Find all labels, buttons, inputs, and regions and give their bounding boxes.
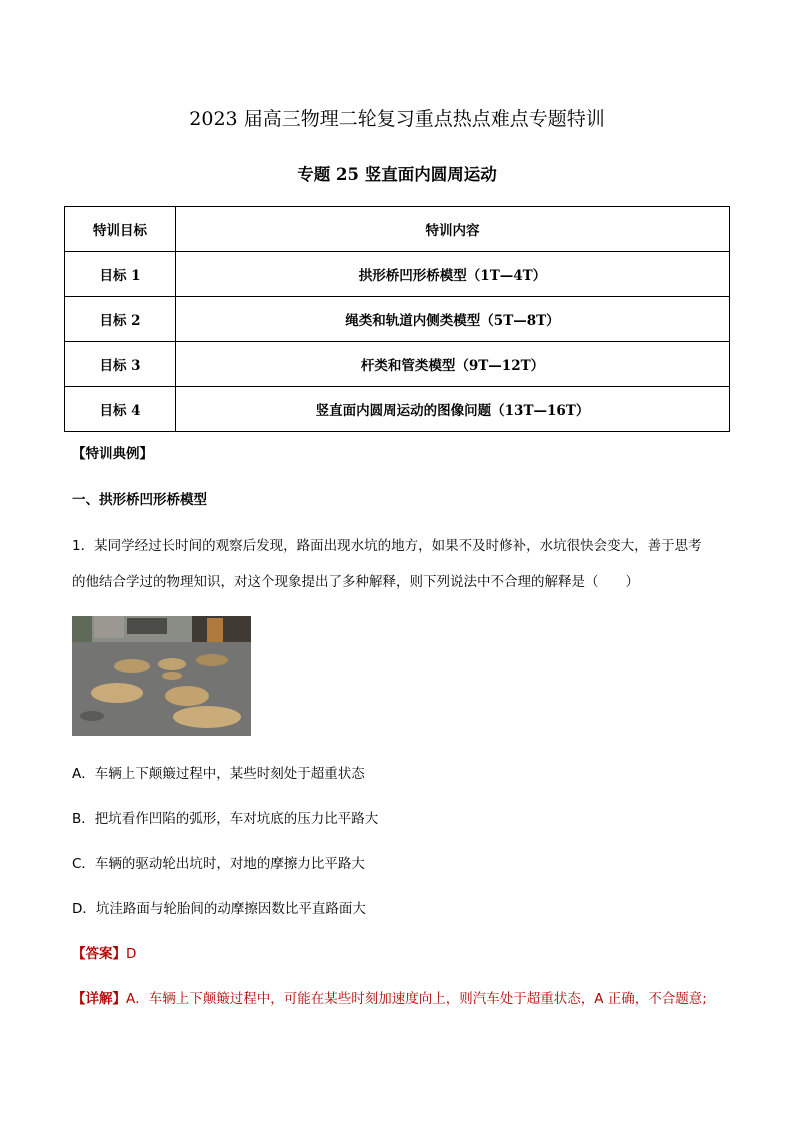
option-a: A．车辆上下颠簸过程中，某些时刻处于超重状态 [72, 766, 365, 782]
option-b: B．把坑看作凹陷的弧形，车对坑底的压力比平路大 [72, 811, 379, 827]
table-cell-content: 绳类和轨道内侧类模型（5T—8T） [176, 297, 730, 342]
training-targets-table [64, 206, 730, 432]
table-cell-content: 杆类和管类模型（9T—12T） [176, 342, 730, 387]
pothole-road-photo [72, 616, 251, 736]
option-d: D．坑洼路面与轮胎间的动摩擦因数比平直路面大 [72, 901, 366, 917]
question-text-line-1: 1．某同学经过长时间的观察后发现，路面出现水坑的地方，如果不及时修补，水坑很快会变大，善于思考 [72, 538, 702, 554]
answer-label: 【答案】 [72, 946, 126, 962]
answer-value: D [126, 946, 137, 962]
detail-text: A．车辆上下颠簸过程中，可能在某些时刻加速度向上，则汽车处于超重状态，A 正确，不合题意; [126, 991, 707, 1007]
table-cell-target: 目标 4 [65, 387, 176, 432]
table-cell-target: 目标 3 [65, 342, 176, 387]
section-label: 【特训典例】 [72, 446, 153, 462]
table-row [65, 387, 730, 432]
table-cell-target: 目标 2 [65, 297, 176, 342]
question-text-line-2: 的他结合学过的物理知识，对这个现象提出了多种解释，则下列说法中不合理的解释是（ ） [72, 574, 639, 590]
table-row [65, 342, 730, 387]
topic-subtitle: 专题 25 竖直面内圆周运动 [297, 165, 497, 184]
detail-line [72, 987, 707, 1007]
option-c: C．车辆的驱动轮出坑时，对地的摩擦力比平路大 [72, 856, 365, 872]
detail-label: 【详解】 [72, 991, 126, 1007]
table-cell-content: 拱形桥凹形桥模型（1T—4T） [176, 252, 730, 297]
table-header-cell: 特训内容 [176, 207, 730, 252]
table-row [65, 297, 730, 342]
table-row [65, 252, 730, 297]
document-title: 2023 届高三物理二轮复习重点热点难点专题特训 [189, 108, 605, 130]
table-header-row [65, 207, 730, 252]
table-header-cell: 特训目标 [65, 207, 176, 252]
table-cell-target: 目标 1 [65, 252, 176, 297]
table-cell-content: 竖直面内圆周运动的图像问题（13T—16T） [176, 387, 730, 432]
answer-line [72, 942, 136, 962]
section-heading: 一、拱形桥凹形桥模型 [72, 492, 207, 508]
